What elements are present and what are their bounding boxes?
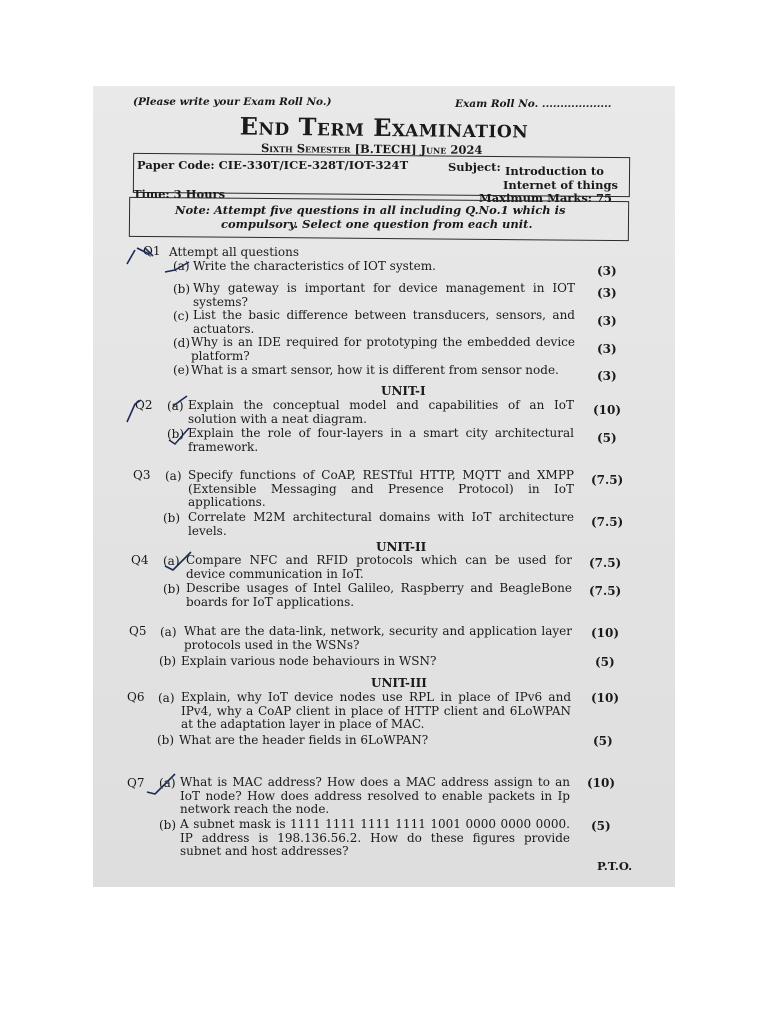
q4b-marks: (7.5): [589, 584, 622, 598]
pen-tick-mark-q7: [143, 770, 183, 796]
roll-instruction: (Please write your Exam Roll No.): [133, 96, 332, 108]
q5a-marks: (10): [591, 626, 620, 640]
subject-line-1: Introduction to: [505, 164, 604, 178]
q3b-text: Correlate M2M architectural domains with IoT architecture levels.: [188, 510, 574, 538]
q2a-text: Explain the conceptual model and capabilities of an IoT solution with a neat diagram.: [188, 398, 574, 426]
q3b-marks: (7.5): [591, 515, 624, 529]
unit-ii-heading: UNIT-II: [376, 540, 427, 554]
q5b-text: Explain various node behaviours in WSN?: [181, 654, 437, 668]
q2a-id: (a): [167, 399, 184, 413]
q2-label: Q2: [135, 398, 153, 412]
unit-iii-heading: UNIT-III: [371, 676, 427, 690]
q1c-marks: (3): [597, 314, 617, 328]
q7a-marks: (10): [587, 776, 616, 790]
q2a-marks: (10): [593, 403, 622, 417]
maximum-marks: Maximum Marks: 75: [479, 191, 613, 205]
q1-label: Q1: [143, 244, 161, 258]
pen-tick-mark-q1a: [163, 260, 193, 276]
q1e-text: What is a smart sensor, how it is different from sensor node.: [191, 363, 559, 377]
q5a-text: What are the data-link, network, security and application layer protocols used in the WSNs?: [184, 624, 572, 652]
q2b-text: Explain the role of four-layers in a smart city architectural framework.: [188, 426, 574, 454]
q7a-id: (a): [159, 776, 176, 790]
q1e-marks: (3): [597, 369, 617, 383]
q5b-marks: (5): [595, 655, 615, 669]
subject-line-2: Internet of things: [503, 178, 618, 192]
q1a-marks: (3): [597, 264, 617, 278]
q1a-text: Write the characteristics of IOT system.: [193, 259, 436, 273]
time-allowed: Time: 3 Hours: [133, 187, 226, 201]
q5b-id: (b): [159, 654, 177, 668]
q5-label: Q5: [129, 624, 147, 638]
q7b-marks: (5): [591, 819, 611, 833]
q6a-marks: (10): [591, 691, 620, 705]
subject-label: Subject:: [448, 160, 501, 174]
note-line-1: Note: Attempt five questions in all including Q.No.1 which is: [175, 203, 566, 217]
q5a-id: (a): [160, 625, 177, 639]
q1d-text: Why is an IDE required for prototyping the embedded device platform?: [191, 335, 575, 363]
q7b-id: (b): [159, 818, 177, 832]
q6b-marks: (5): [593, 734, 613, 748]
q3a-text: Specify functions of CoAP, RESTful HTTP, MQTT and XMPP (Extensible Messaging and Presence Protocol) in IoT applications.: [188, 468, 574, 509]
q1b-text: Why gateway is important for device management in IOT systems?: [193, 281, 575, 309]
paper-code: Paper Code: CIE-330T/ICE-328T/IOT-324T: [137, 158, 409, 172]
pen-tick-mark-q2b: [165, 426, 191, 446]
pen-tick-mark-q1: [123, 244, 163, 268]
roll-number-label: Exam Roll No. ...................: [455, 98, 612, 110]
q1b-id: (b): [173, 282, 191, 296]
q1a-id: (a): [173, 259, 190, 273]
q1d-id: (d): [173, 336, 191, 350]
q4a-text: Compare NFC and RFID protocols which can be used for device communication in IoT.: [186, 553, 572, 581]
q4-label: Q4: [131, 553, 149, 567]
q7b-text: A subnet mask is 1111 1111 1111 1111 1001 0000 0000 0000. IP address is 198.136.56.2. How do these figures provide subnet and host addresses?: [180, 817, 570, 858]
exam-paper: [93, 86, 675, 887]
q6a-text: Explain, why IoT device nodes use RPL in place of IPv6 and IPv4, why a CoAP client in place of HTTP client and 6LoWPAN at the adaptation layer in place of MAC.: [181, 690, 571, 731]
q3b-id: (b): [163, 511, 181, 525]
q4b-id: (b): [163, 582, 181, 596]
q7-label: Q7: [127, 776, 145, 790]
q1c-id: (c): [173, 309, 190, 323]
q2b-marks: (5): [597, 431, 617, 445]
semester-line: Sixth Semester [B.TECH] June 2024: [260, 141, 483, 157]
q6-label: Q6: [127, 690, 145, 704]
pto-label: P.T.O.: [597, 859, 633, 873]
q6b-text: What are the header fields in 6LoWPAN?: [179, 733, 429, 747]
q4b-text: Describe usages of Intel Galileo, Raspberry and BeagleBone boards for IoT applications.: [186, 581, 572, 609]
q3a-id: (a): [165, 469, 182, 483]
q1b-marks: (3): [597, 286, 617, 300]
q4a-marks: (7.5): [589, 556, 622, 570]
q4a-id: (a): [163, 554, 180, 568]
q1e-id: (e): [173, 363, 190, 377]
q6a-id: (a): [158, 691, 175, 705]
exam-title: End Term Examination: [239, 111, 529, 144]
unit-i-heading: UNIT-I: [381, 384, 426, 398]
pen-tick-mark-q4a: [163, 550, 193, 572]
q1-intro: Attempt all questions: [169, 245, 299, 259]
q3a-marks: (7.5): [591, 473, 624, 487]
q1d-marks: (3): [597, 342, 617, 356]
q1c-text: List the basic difference between transducers, sensors, and actuators.: [193, 308, 575, 336]
q6b-id: (b): [157, 733, 175, 747]
pen-tick-mark-q2: [121, 394, 181, 424]
note-line-2: compulsory. Select one question from each unit.: [221, 217, 533, 231]
q3-label: Q3: [133, 468, 151, 482]
q2b-id: (b): [167, 427, 185, 441]
q7a-text: What is MAC address? How does a MAC address assign to an IoT node? How does address resolved to enable packets in Ip network reach the node.: [180, 775, 570, 816]
